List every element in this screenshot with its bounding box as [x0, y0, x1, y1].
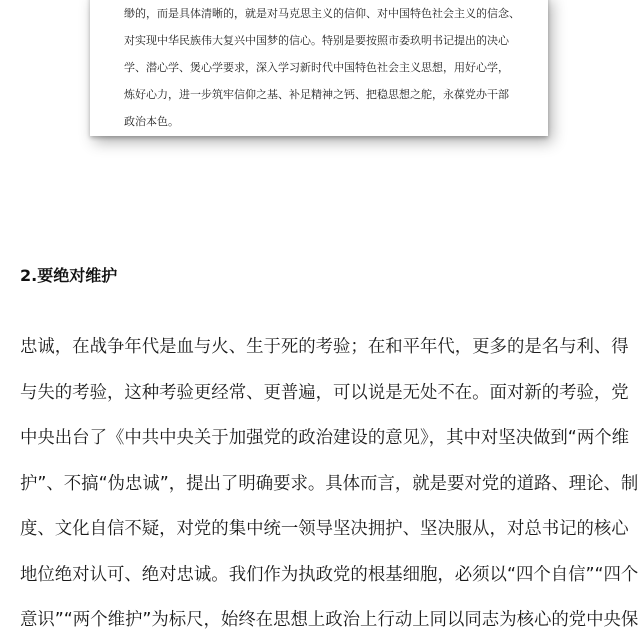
body-text-line: 护”、不搞“伪忠诚”，提出了明确要求。具体而言，就是要对党的道路、理论、制 [20, 473, 639, 494]
body-text-line: 度、文化自信不疑，对党的集中统一领导坚决拥护、坚决服从，对总书记的核心 [20, 519, 629, 539]
body-text-line: 地位绝对认可、绝对忠诚。我们作为执政党的根基细胞，必须以“四个自信”“四个 [20, 564, 639, 585]
body-text-line: 与失的考验，这种考验更经常、更普遍，可以说是无处不在。面对新的考验，党 [20, 382, 629, 403]
card-text-line: 对实现中华民族伟大复兴中国梦的信心。特别是要按照市委玖明书记提出的决心 [124, 34, 509, 47]
card-text-line: 炼好心力，进一步筑牢信仰之基、补足精神之钙、把稳思想之舵，永葆党办干部 [124, 88, 509, 101]
section-heading: 2.要绝对维护 [20, 266, 118, 285]
body-paragraph [20, 325, 639, 644]
card-text-line: 政治本色。 [124, 115, 179, 128]
card-text-line: 缈的，而是具体清晰的，就是对马克思主义的信仰、对中国特色社会主义的信念、 [124, 7, 520, 20]
body-text-line: 忠诚，在战争年代是血与火、生于死的考验；在和平年代，更多的是名与利、得 [20, 337, 629, 357]
card-text-line: 学、潜心学、煲心学要求，深入学习新时代中国特色社会主义思想，用好心学， [124, 61, 509, 74]
body-text-line: 意识”“两个维护”为标尺，始终在思想上政治上行动上同以同志为核心的党中央保 [20, 610, 639, 630]
quoted-document-card [90, 0, 548, 136]
body-text-line: 中央出台了《中共中央关于加强党的政治建设的意见》，其中对坚决做到“两个维 [20, 428, 629, 448]
